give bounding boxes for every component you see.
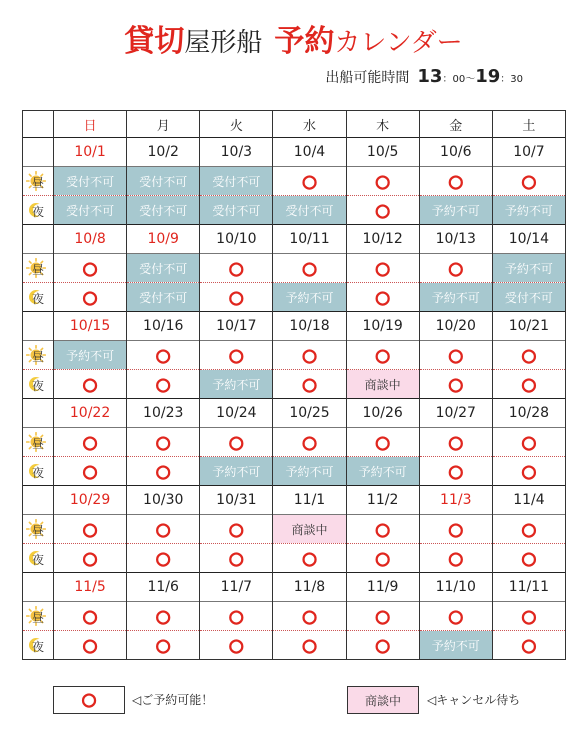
available-mark: ○ <box>375 519 391 540</box>
available-mark: ○ <box>82 635 98 656</box>
available-mark: ○ <box>375 548 391 569</box>
date-row-blank-cell <box>23 225 54 254</box>
day-slot-row <box>23 341 566 370</box>
available-cell <box>200 544 273 573</box>
date-row-blank-cell <box>23 399 54 428</box>
date-row <box>23 138 566 167</box>
available-mark: ○ <box>521 171 537 192</box>
day-label: 昼 <box>31 262 44 277</box>
available-mark: ○ <box>448 171 464 192</box>
date-cell: 10/26 <box>346 399 419 428</box>
date-row <box>23 312 566 341</box>
status-text: 予約不可 <box>504 261 553 276</box>
available-cell <box>127 341 200 370</box>
night-label-cell <box>23 370 54 399</box>
available-mark: ○ <box>228 345 244 366</box>
unavailable-cell <box>54 196 127 225</box>
available-mark: ○ <box>521 635 537 656</box>
status-text: 予約不可 <box>431 638 480 653</box>
available-cell <box>273 167 346 196</box>
date-cell: 10/20 <box>419 312 492 341</box>
date-cell: 10/9 <box>127 225 200 254</box>
available-cell <box>419 544 492 573</box>
status-text: 予約不可 <box>212 377 261 392</box>
title-reservation: 予約 <box>274 24 335 59</box>
status-text: 商談中 <box>364 377 401 392</box>
date-row <box>23 486 566 515</box>
available-mark: ○ <box>82 519 98 540</box>
departure-hours <box>325 66 523 91</box>
available-mark: ○ <box>375 606 391 627</box>
legend-negotiating-text: ◁キャンセル待ち <box>427 693 521 707</box>
available-mark: ○ <box>228 548 244 569</box>
unavailable-cell <box>127 254 200 283</box>
status-text: 予約不可 <box>358 464 407 479</box>
date-cell: 11/3 <box>419 486 492 515</box>
available-mark: ○ <box>521 606 537 627</box>
unavailable-cell <box>492 283 565 312</box>
available-mark: ○ <box>82 548 98 569</box>
end-minutes: ：30 <box>500 74 523 85</box>
unavailable-cell <box>200 370 273 399</box>
available-mark: ○ <box>448 461 464 482</box>
date-cell: 10/25 <box>273 399 346 428</box>
available-mark: ○ <box>155 461 171 482</box>
status-text: 受付不可 <box>66 174 115 189</box>
unavailable-cell <box>273 283 346 312</box>
status-text: 受付不可 <box>139 261 188 276</box>
unavailable-cell <box>419 631 492 660</box>
date-cell: 11/11 <box>492 573 565 602</box>
day-label-cell <box>23 341 54 370</box>
available-cell <box>346 544 419 573</box>
available-mark: ○ <box>448 374 464 395</box>
date-cell: 10/12 <box>346 225 419 254</box>
night-slot-row <box>23 457 566 486</box>
date-cell: 10/27 <box>419 399 492 428</box>
available-mark: ○ <box>228 606 244 627</box>
available-cell <box>54 457 127 486</box>
legend-negotiating-label: 商談中 <box>364 693 401 708</box>
available-mark: ○ <box>375 200 391 221</box>
weekday-sunday: 日 <box>54 111 127 138</box>
date-cell: 10/10 <box>200 225 273 254</box>
available-mark: ○ <box>228 258 244 279</box>
available-mark: ○ <box>521 461 537 482</box>
title-calendar: カレンダー <box>334 28 463 58</box>
available-mark: ○ <box>302 432 317 453</box>
date-row-blank-cell <box>23 573 54 602</box>
date-row-blank-cell <box>23 486 54 515</box>
weekday-saturday: 土 <box>492 111 565 138</box>
available-mark: ○ <box>302 171 317 192</box>
date-row <box>23 573 566 602</box>
available-mark: ○ <box>82 374 98 395</box>
status-text: 受付不可 <box>504 290 553 305</box>
available-cell <box>127 631 200 660</box>
page-title <box>0 20 587 68</box>
available-mark: ○ <box>521 519 537 540</box>
unavailable-cell <box>200 167 273 196</box>
night-slot-row <box>23 544 566 573</box>
weekday-wednesday: 水 <box>273 111 346 138</box>
date-cell: 11/4 <box>492 486 565 515</box>
available-mark: ○ <box>155 374 171 395</box>
available-cell <box>54 283 127 312</box>
title-houseboat: 屋形船 <box>184 28 263 58</box>
available-mark: ○ <box>448 519 464 540</box>
unavailable-cell <box>419 283 492 312</box>
available-cell <box>54 602 127 631</box>
status-text: 予約不可 <box>285 464 334 479</box>
day-slot-row <box>23 428 566 457</box>
date-cell: 11/5 <box>54 573 127 602</box>
day-label: 昼 <box>31 610 44 625</box>
weekday-tuesday: 火 <box>200 111 273 138</box>
available-mark: ○ <box>302 635 317 656</box>
available-cell <box>127 602 200 631</box>
date-cell: 10/23 <box>127 399 200 428</box>
status-text: 受付不可 <box>66 203 115 218</box>
available-mark: ○ <box>521 548 537 569</box>
night-slot-row <box>23 370 566 399</box>
date-cell: 10/30 <box>127 486 200 515</box>
date-row <box>23 225 566 254</box>
available-cell <box>492 428 565 457</box>
date-cell: 10/21 <box>492 312 565 341</box>
night-label: 夜 <box>31 639 44 654</box>
weekday-header-row <box>23 111 566 138</box>
status-text: 予約不可 <box>431 290 480 305</box>
day-label-cell <box>23 602 54 631</box>
available-cell <box>492 515 565 544</box>
day-slot-row <box>23 254 566 283</box>
day-slot-row <box>23 602 566 631</box>
available-cell <box>492 457 565 486</box>
available-cell <box>492 631 565 660</box>
date-cell: 10/19 <box>346 312 419 341</box>
date-cell: 10/1 <box>54 138 127 167</box>
date-cell: 11/7 <box>200 573 273 602</box>
available-mark: ○ <box>302 374 317 395</box>
date-cell: 10/8 <box>54 225 127 254</box>
reservation-calendar <box>22 110 566 660</box>
available-cell <box>273 341 346 370</box>
date-cell: 11/6 <box>127 573 200 602</box>
available-cell <box>54 428 127 457</box>
night-label: 夜 <box>31 465 44 480</box>
available-cell <box>492 341 565 370</box>
available-mark: ○ <box>375 345 391 366</box>
date-cell: 10/31 <box>200 486 273 515</box>
available-mark: ○ <box>448 606 464 627</box>
available-cell <box>200 254 273 283</box>
night-label: 夜 <box>31 552 44 567</box>
unavailable-cell <box>54 167 127 196</box>
available-cell <box>492 602 565 631</box>
available-cell <box>346 283 419 312</box>
available-cell <box>419 341 492 370</box>
available-cell <box>346 602 419 631</box>
day-label-cell <box>23 167 54 196</box>
negotiating-cell <box>346 370 419 399</box>
available-mark: ○ <box>82 432 98 453</box>
available-cell <box>54 254 127 283</box>
date-cell: 10/11 <box>273 225 346 254</box>
night-label: 夜 <box>31 204 44 219</box>
available-cell <box>54 515 127 544</box>
available-cell <box>419 167 492 196</box>
available-cell <box>127 544 200 573</box>
start-hour: 13 <box>417 66 443 87</box>
available-mark: ○ <box>302 548 317 569</box>
available-mark: ○ <box>375 258 391 279</box>
available-cell <box>346 515 419 544</box>
date-cell: 10/2 <box>127 138 200 167</box>
night-label-cell <box>23 544 54 573</box>
available-mark: ○ <box>82 461 98 482</box>
date-cell: 10/16 <box>127 312 200 341</box>
status-text: 予約不可 <box>431 203 480 218</box>
day-label: 昼 <box>31 523 44 538</box>
date-row-blank-cell <box>23 312 54 341</box>
available-mark: ○ <box>82 606 98 627</box>
day-label: 昼 <box>31 436 44 451</box>
available-cell <box>54 631 127 660</box>
date-cell: 10/7 <box>492 138 565 167</box>
available-mark: ○ <box>302 258 317 279</box>
status-text: 受付不可 <box>139 290 188 305</box>
day-slot-row <box>23 167 566 196</box>
date-row <box>23 399 566 428</box>
date-cell: 10/3 <box>200 138 273 167</box>
available-cell <box>419 254 492 283</box>
available-cell <box>419 457 492 486</box>
date-cell: 11/9 <box>346 573 419 602</box>
available-mark: ○ <box>521 432 537 453</box>
date-cell: 10/24 <box>200 399 273 428</box>
available-cell <box>346 428 419 457</box>
date-cell: 10/13 <box>419 225 492 254</box>
calendar-header <box>23 111 566 138</box>
unavailable-cell <box>273 196 346 225</box>
available-mark: ○ <box>375 287 391 308</box>
available-mark: ○ <box>375 635 391 656</box>
date-row-blank-cell <box>23 138 54 167</box>
night-slot-row <box>23 196 566 225</box>
status-text: 受付不可 <box>285 203 334 218</box>
status-text: 予約不可 <box>285 290 334 305</box>
calendar-body <box>23 138 566 660</box>
available-mark: ○ <box>228 287 244 308</box>
status-text: 受付不可 <box>139 203 188 218</box>
date-cell: 10/6 <box>419 138 492 167</box>
unavailable-cell <box>492 196 565 225</box>
day-label: 昼 <box>31 349 44 364</box>
weekday-thursday: 木 <box>346 111 419 138</box>
night-slot-row <box>23 631 566 660</box>
corner-cell <box>23 111 54 138</box>
unavailable-cell <box>273 457 346 486</box>
date-cell: 10/5 <box>346 138 419 167</box>
available-cell <box>54 544 127 573</box>
legend-available-mark: ○ <box>81 689 97 710</box>
date-cell: 10/15 <box>54 312 127 341</box>
night-label-cell <box>23 283 54 312</box>
unavailable-cell <box>492 254 565 283</box>
night-label-cell <box>23 457 54 486</box>
available-cell <box>419 602 492 631</box>
available-cell <box>419 428 492 457</box>
day-label-cell <box>23 428 54 457</box>
available-cell <box>346 341 419 370</box>
day-label-cell <box>23 254 54 283</box>
available-cell <box>200 428 273 457</box>
available-cell <box>127 515 200 544</box>
night-slot-row <box>23 283 566 312</box>
available-mark: ○ <box>375 432 391 453</box>
available-cell <box>346 167 419 196</box>
day-label-cell <box>23 515 54 544</box>
date-cell: 10/18 <box>273 312 346 341</box>
available-mark: ○ <box>521 345 537 366</box>
available-cell <box>127 370 200 399</box>
legend-available-text: ◁ご予約可能！ <box>132 693 214 707</box>
day-slot-row <box>23 515 566 544</box>
available-cell <box>54 370 127 399</box>
available-cell <box>492 167 565 196</box>
available-mark: ○ <box>448 258 464 279</box>
available-cell <box>200 515 273 544</box>
available-mark: ○ <box>448 345 464 366</box>
date-cell: 11/1 <box>273 486 346 515</box>
available-mark: ○ <box>82 287 98 308</box>
available-cell <box>200 631 273 660</box>
night-label: 夜 <box>31 378 44 393</box>
available-mark: ○ <box>155 606 171 627</box>
available-mark: ○ <box>228 519 244 540</box>
departure-hours-label: 出船可能時間 <box>325 70 410 86</box>
available-mark: ○ <box>448 548 464 569</box>
unavailable-cell <box>127 167 200 196</box>
weekday-friday: 金 <box>419 111 492 138</box>
unavailable-cell <box>54 341 127 370</box>
available-cell <box>273 631 346 660</box>
available-cell <box>273 428 346 457</box>
end-hour: 19 <box>475 66 501 87</box>
time-separator: 〜 <box>465 74 476 85</box>
date-cell: 10/28 <box>492 399 565 428</box>
status-text: 商談中 <box>291 522 328 537</box>
date-cell: 10/17 <box>200 312 273 341</box>
date-cell: 10/4 <box>273 138 346 167</box>
status-text: 予約不可 <box>504 203 553 218</box>
legend-negotiating-box <box>347 686 419 714</box>
available-mark: ○ <box>302 345 317 366</box>
available-cell <box>346 631 419 660</box>
date-cell: 10/14 <box>492 225 565 254</box>
available-cell <box>419 515 492 544</box>
date-cell: 10/29 <box>54 486 127 515</box>
available-mark: ○ <box>228 635 244 656</box>
night-label: 夜 <box>31 291 44 306</box>
available-cell <box>273 544 346 573</box>
status-text: 予約不可 <box>66 348 115 363</box>
available-mark: ○ <box>155 548 171 569</box>
date-cell: 10/22 <box>54 399 127 428</box>
status-text: 受付不可 <box>212 174 261 189</box>
available-cell <box>492 370 565 399</box>
unavailable-cell <box>200 457 273 486</box>
unavailable-cell <box>127 283 200 312</box>
available-cell <box>346 254 419 283</box>
start-minutes: ：00 <box>442 74 466 85</box>
available-cell <box>346 196 419 225</box>
night-label-cell <box>23 196 54 225</box>
weekday-monday: 月 <box>127 111 200 138</box>
unavailable-cell <box>346 457 419 486</box>
available-mark: ○ <box>155 519 171 540</box>
available-cell <box>127 428 200 457</box>
available-mark: ○ <box>302 606 317 627</box>
negotiating-cell <box>273 515 346 544</box>
date-cell: 11/8 <box>273 573 346 602</box>
title-charter: 貸切 <box>124 24 185 59</box>
available-mark: ○ <box>375 171 391 192</box>
available-cell <box>273 602 346 631</box>
unavailable-cell <box>127 196 200 225</box>
available-cell <box>273 370 346 399</box>
unavailable-cell <box>200 196 273 225</box>
available-cell <box>200 283 273 312</box>
unavailable-cell <box>419 196 492 225</box>
available-cell <box>419 370 492 399</box>
available-cell <box>127 457 200 486</box>
available-mark: ○ <box>82 258 98 279</box>
available-mark: ○ <box>521 374 537 395</box>
available-cell <box>200 602 273 631</box>
status-text: 受付不可 <box>139 174 188 189</box>
available-mark: ○ <box>228 432 244 453</box>
available-mark: ○ <box>155 345 171 366</box>
legend-available-box <box>53 686 125 714</box>
available-cell <box>492 544 565 573</box>
available-cell <box>273 254 346 283</box>
available-mark: ○ <box>155 635 171 656</box>
date-cell: 11/10 <box>419 573 492 602</box>
status-text: 予約不可 <box>212 464 261 479</box>
date-cell: 11/2 <box>346 486 419 515</box>
available-mark: ○ <box>448 432 464 453</box>
night-label-cell <box>23 631 54 660</box>
available-cell <box>200 341 273 370</box>
status-text: 受付不可 <box>212 203 261 218</box>
available-mark: ○ <box>155 432 171 453</box>
day-label: 昼 <box>31 175 44 190</box>
